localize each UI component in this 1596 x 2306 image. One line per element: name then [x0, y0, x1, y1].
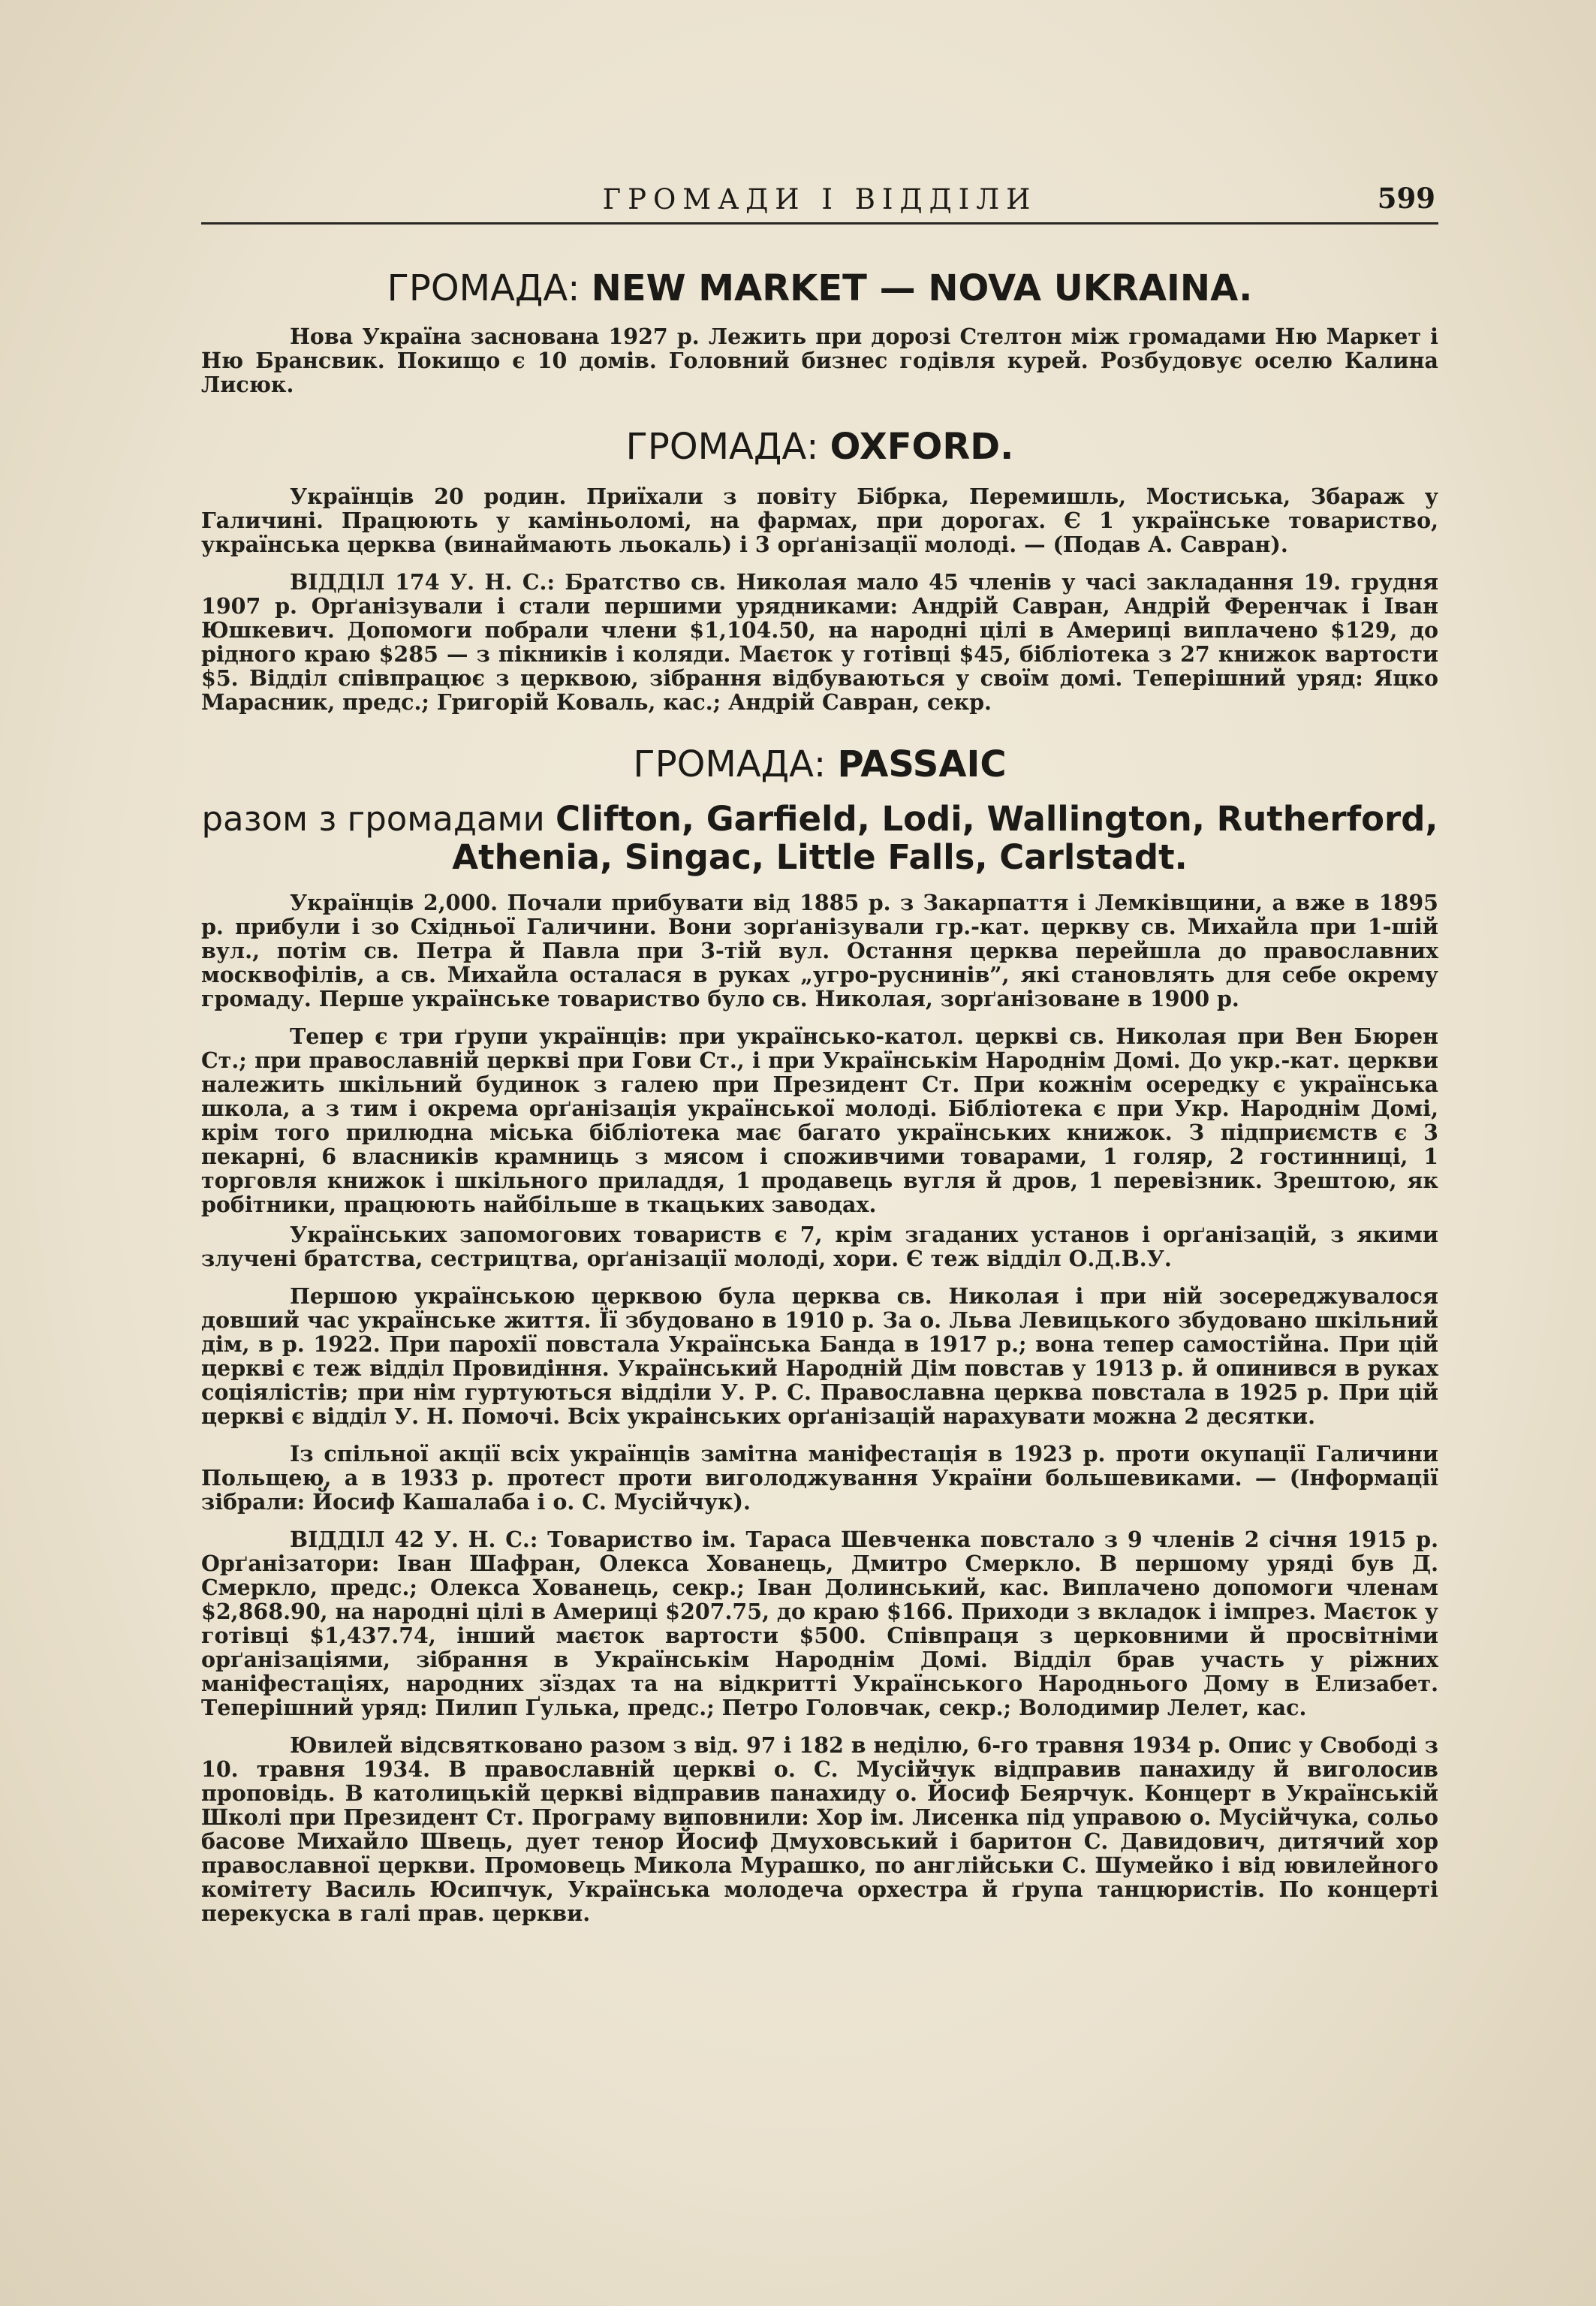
heading-name: NEW MARKET — NOVA UKRAINA.	[591, 267, 1253, 309]
section-heading-passaic	[201, 744, 1438, 785]
heading-prefix: ГРОМАДА:	[633, 743, 838, 786]
paragraph: Ювилей відсвятковано разом з від. 97 і 182 в неділю, 6-го травня 1934 р. Опис у Свободі з 10. травня 1934. В православній церкві о. С. Мусійчук відправив панахиду й виголосив проповідь. В католицькій церкві відправив панахиду о. Йосиф Беярчук. Концерт в Українській Школі при Президент Ст. Програму виповнили: Хор ім. Лисенка під управою о. Мусійчука, сольо басове Михайло Швець, дует тенор Йосиф Дмуховський і баритон С. Давидович, дитячий хор православної церкви. Промовець Микола Мурашко, по англійськи С. Шумейко і від ювилейного комітету Василь Юсипчук, Українська молодеча орхестра й ґрупа танцюристів. По концерті перекуска в галі прав. церкви.	[201, 1732, 1438, 1927]
subheading-prefix: разом з громадами	[201, 798, 556, 839]
running-header	[201, 179, 1438, 225]
heading-name: OXFORD.	[830, 426, 1014, 469]
paragraph: Українських запомогових товариств є 7, крім згаданих установ і орґанізацій, з якими злучені братства, сестрицтва, орґанізації молоді, хори. Є теж відділ О.Д.В.У.	[201, 1222, 1438, 1272]
subheading-names-2: Athenia, Singac, Little Falls, Carlstadt.	[452, 837, 1188, 878]
section-heading-new-market	[201, 268, 1438, 309]
paragraph: Із спільної акції всіх українців замітна маніфестація в 1923 р. проти окупації Галичини Польщею, а в 1933 р. протест проти виголоджування України большевиками. — (Інформації зібрали: Йосиф Кашалаба і о. С. Мусійчук).	[201, 1441, 1438, 1515]
page-number: 599	[1377, 182, 1435, 215]
paragraph: Першою українською церквою була церква св. Николая і при ній зосереджувалося довший час українське життя. Її збудовано в 1910 р. За о. Льва Левицького збудовано шкільний дім, в р. 1922. При парохії повстала Українська Банда в 1917 р.; вона тепер самостійна. При цій церкві є теж відділ Провидіння. Український Народній Дім повстав у 1913 р. й опинився в руках соціялістів; при нім гуртуються відділи У. Р. С. Православна церква повстала в 1925 р. При цій церкві є відділ У. Н. Помочі. Всіх украінських орґанізацій нарахувати можна 2 десятки.	[201, 1283, 1438, 1430]
paragraph: ВІДДІЛ 174 У. Н. С.: Братство св. Николая мало 45 членів у часі закладання 19. грудня 1907 р. Орґанізували і стали першими урядниками: Андрій Савран, Андрій Ференчак і Іван Юшкевич. Допомоги побрали члени $1,104.50, на народні цілі в Америці виплачено $129, до рідного краю $285 — з пікників і коляди. Маєток у готівці $45, бібліотека з 27 книжок вартости $5. Відділ співпрацює з церквою, зібрання відбуваються у своїм домі. Теперішний уряд: Яцко Марасник, предс.; Григорій Коваль, кас.; Андрій Савран, секр.	[201, 569, 1438, 716]
heading-prefix: ГРОМАДА:	[625, 426, 830, 469]
paragraph: Нова Україна заснована 1927 р. Лежить при дорозі Стелтон між громадами Ню Маркет і Ню Брансвик. Покищо є 10 домів. Головний бизнес годівля курей. Розбудовує оселю Калина Лисюк.	[201, 324, 1438, 398]
subheading-names-1: Clifton, Garfield, Lodi, Wallington, Rutherford,	[556, 798, 1438, 839]
section-heading-oxford	[201, 427, 1438, 468]
paragraph: Українців 2,000. Почали прибувати від 1885 р. з Закарпаття і Лемківщини, а вже в 1895 р. прибули і зо Східньої Галичини. Вони зорґанізували гр.-кат. церкву св. Михайла при 1-шій вул., потім св. Петра й Павла при 3-тій вул. Остання церква перейшла до православних москвофілів, а св. Михайла осталася в руках „угро-руснинів”, які становлять для себе окрему громаду. Перше українське товариство було св. Николая, зорґанізоване в 1900 р.	[201, 890, 1438, 1012]
paragraph: ВІДДІЛ 42 У. Н. С.: Товариство ім. Тараса Шевченка повстало з 9 членів 2 січня 1915 р. Орґанізатори: Іван Шафран, Олекса Хованець, Дмитро Смеркло. В першому уряді був Д. Смеркло, предс.; Олекса Хованець, секр.; Іван Долинський, кас. Виплачено допомоги членам $2,868.90, на народні цілі в Америці $207.75, до краю $166. Приходи з вкладок і імпрез. Маєток у готівці $1,437.74, інший маєток вартости $500. Співпраця з церковними й просвітніми орґанізаціями, зібрання в Українськім Народнім Домі. Відділ брав участь у ріжних маніфестаціях, народних зїздах та на відкритті Українського Народнього Дому в Елизабет. Теперішний уряд: Пилип Ґулька, предс.; Петро Головчак, секр.; Володимир Лелет, кас.	[201, 1527, 1438, 1721]
paragraph: Тепер є три ґрупи українців: при українсько-катол. церкві св. Николая при Вен Бюрен Ст.; при православній церкві при Гови Ст., і при Українськім Народнім Домі. До укр.-кат. церкви належить шкільний будинок з галею при Президент Ст. При кожнім осередку є українська школа, а з тим і окрема орґанізація української молоді. Бібліотека є при Укр. Народнім Домі, крім того прилюдна міська бібліотека має багато українських книжок. З підприємств є 3 пекарні, 6 власників крамниць з мясом і споживчими товарами, 1 голяр, 2 гостинниці, 1 торговля книжок і шкільного приладдя, 1 продавець вугля й дров, 1 перевізник. Зрештою, як робітники, працюють найбільше в ткацьких заводах.	[201, 1023, 1438, 1218]
heading-prefix: ГРОМАДА:	[387, 267, 592, 309]
running-title: ГРОМАДИ І ВІДДІЛИ	[602, 183, 1037, 216]
text-column	[201, 179, 1438, 1925]
paragraph: Українців 20 родин. Приїхали з повіту Бібрка, Перемишль, Мостиська, Збараж у Галичині. Працюють у каміньоломі, на фармах, при дорогах. Є 1 українське товариство, українська церква (винаймають льокаль) і 3 орґанізації молоді. — (Подав А. Савран).	[201, 484, 1438, 558]
section-subheading	[201, 800, 1438, 839]
heading-name: PASSAIC	[837, 743, 1007, 786]
